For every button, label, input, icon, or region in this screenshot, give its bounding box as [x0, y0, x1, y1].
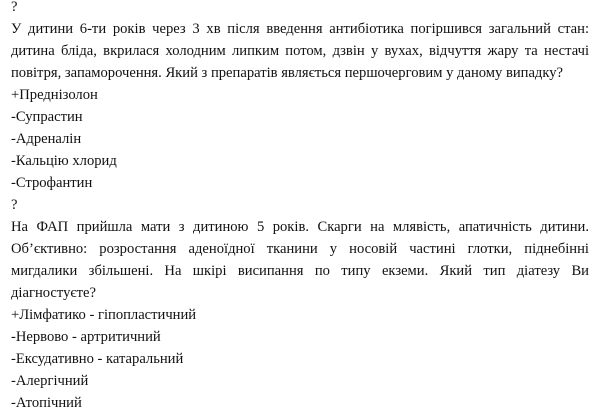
- answer-option: -Ексудативно - катаральний: [11, 351, 184, 367]
- answer-option: +Преднізолон: [11, 87, 98, 103]
- answer-option: -Кальцію хлорид: [11, 153, 117, 169]
- answer-option: -Нервово - артритичний: [11, 329, 161, 345]
- answer-option: -Алергічний: [11, 373, 89, 389]
- answer-option: -Супрастин: [11, 109, 83, 125]
- answer-option: -Адреналін: [11, 131, 82, 147]
- document-page: [11, 0, 591, 414]
- answer-option: +Лімфатико - гіпопластичний: [11, 307, 197, 323]
- question-marker: ?: [11, 197, 18, 213]
- question-text: На ФАП прийшла мати з дитиною 5 років. Скарги на млявість, апатичність дитини. Об’єктивно: розростання аденоїдної тканини у носовій частині глотки, піднебінні мигдалики збільшені. На шкірі висипання по типу екземи. Який тип діатезу Ви діагностуєте?: [11, 219, 589, 301]
- question-marker: ?: [11, 0, 18, 15]
- question-text: У дитини 6-ти років через 3 хв після введення антибіотика погіршився загальний стан: дитина бліда, вкрилася холодним липким потом, дзвін у вухах, відчуття жару та нестачі повітря, запаморочення. Який з препаратів являється першочерговим у даному випадку?: [11, 21, 589, 81]
- answer-option: -Атопічний: [11, 395, 82, 411]
- answer-option: -Строфантин: [11, 175, 93, 191]
